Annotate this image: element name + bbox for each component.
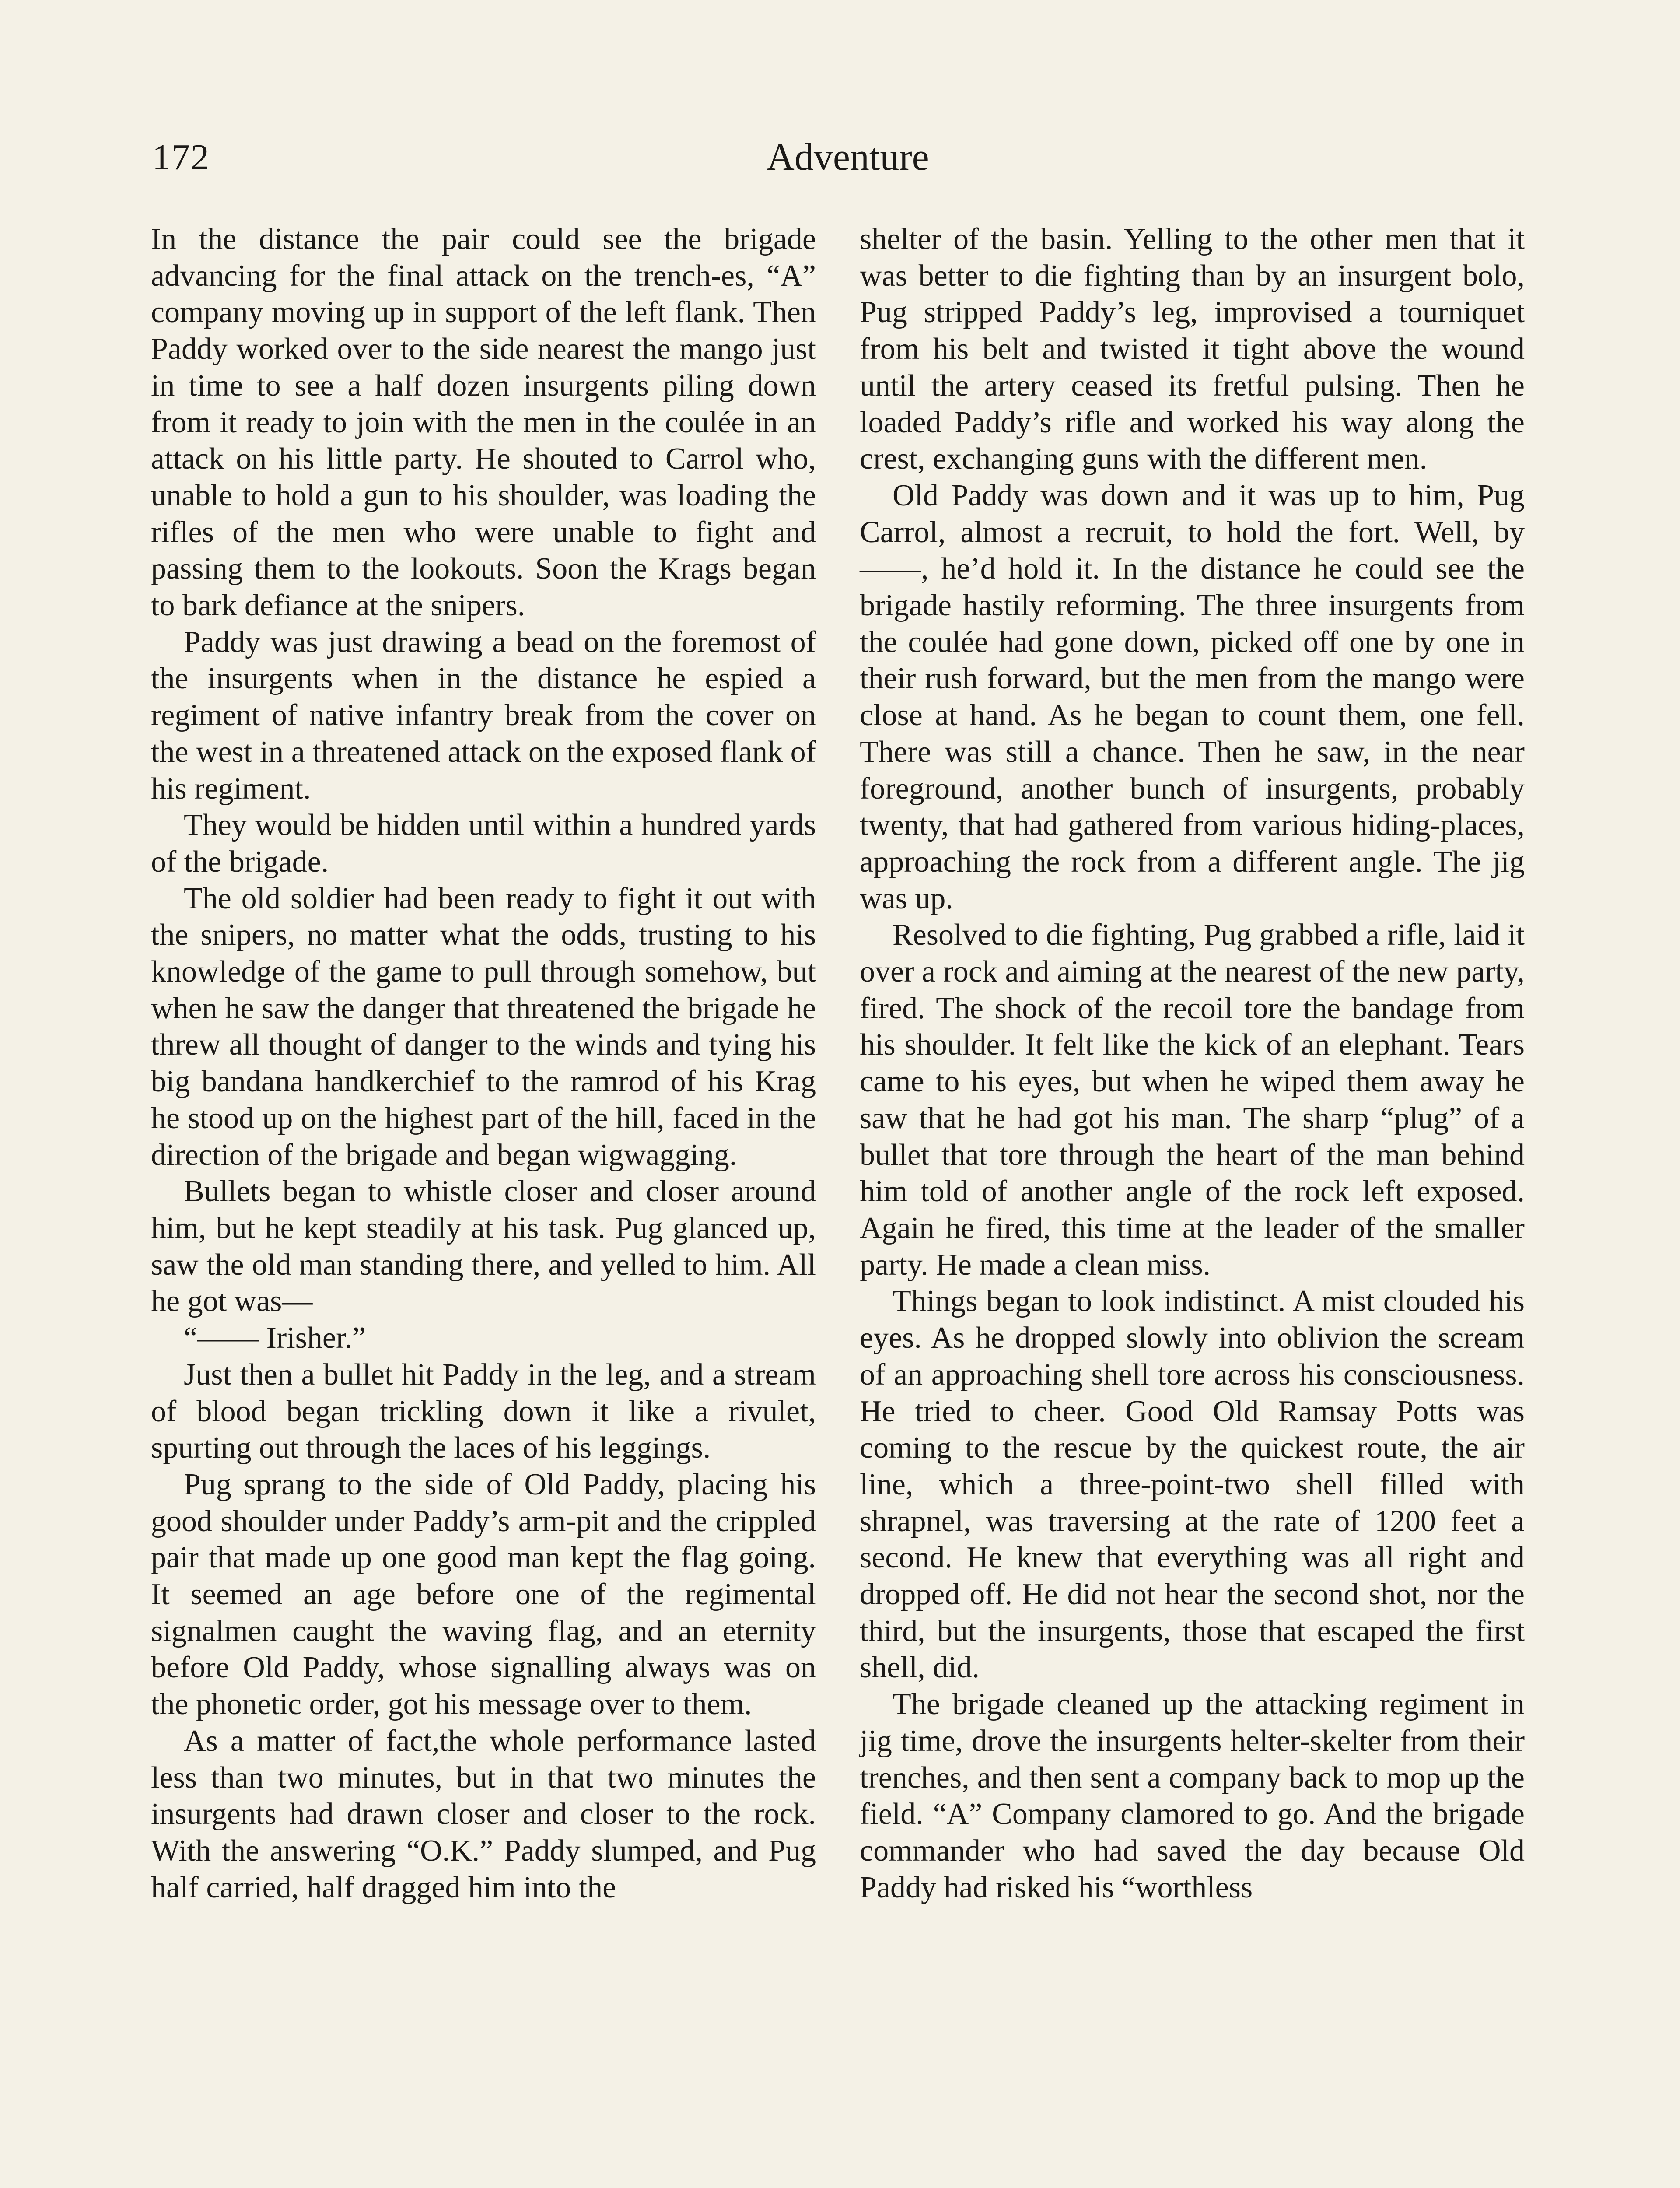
paragraph: Paddy was just drawing a bead on the foremost of the insurgents when in the distance he espied a regiment of native infantry break from the cover on the west in a threatened attack on the exposed flank of his regiment. — [151, 625, 816, 806]
paragraph: In the distance the pair could see the brigade advancing for the final attack on the trench-es, “A” company moving up in support of the left flank. Then Paddy worked over to the side nearest the mango just in time to see a half dozen insurgents piling down from it ready to join with the men in the coulée in an attack on his little party. He shouted to Carrol who, unable to hold a gun to his shoulder, was loading the rifles of the men who were unable to fight and passing them to the lookouts. Soon the Krags began to bark defiance at the snipers. — [151, 222, 816, 623]
paragraph: Things began to look indistinct. A mist clouded his eyes. As he dropped slowly into oblivion the scream of an approaching shell tore across his consciousness. He tried to cheer. Good Old Ramsay Potts was coming to the rescue by the quickest route, the air line, which a three-point-two shell filled with shrapnel, was traversing at the rate of 1200 feet a second. He knew that everything was all right and dropped off. He did not hear the second shot, nor the third, but the insurgents, those that escaped the first shell, did. — [860, 1284, 1525, 1685]
running-head: Adventure — [766, 136, 929, 179]
paragraph: The brigade cleaned up the attacking regiment in jig time, drove the insurgents helter-skelter from their trenches, and then sent a company back to mop up the field. “A” Company clamored to go. And the brigade commander who had saved the day because Old Paddy had risked his “worthless — [860, 1687, 1525, 1904]
paragraph: Bullets began to whistle closer and closer around him, but he kept steadily at his task. Pug glanced up, saw the old man standing there, and yelled to him. All he got was— — [151, 1175, 816, 1318]
paragraph: As a matter of fact,the whole performance lasted less than two minutes, but in that two minutes the insurgents had drawn closer and closer to the rock. With the answering “O.K.” Paddy slumped, and Pug half carried, half dragged him into the — [151, 1724, 816, 1904]
paragraph: The old soldier had been ready to fight it out with the snipers, no matter what the odds, trusting to his knowledge of the game to pull through somehow, but when he saw the danger that threatened the brigade he threw all thought of danger to the winds and tying his big bandana handkerchief to the ramrod of his Krag he stood up on the highest part of the hill, faced in the direction of the brigade and began wigwagging. — [151, 881, 816, 1172]
paragraph: shelter of the basin. Yelling to the other men that it was better to die fighting than by an insurgent bolo, Pug stripped Paddy’s leg, improvised a tourniquet from his belt and twisted it tight above the wound until the artery ceased its fretful pulsing. Then he loaded Paddy’s rifle and worked his way along the crest, exchanging guns with the different men. — [860, 222, 1525, 476]
paragraph: “—— Irisher.” — [184, 1321, 366, 1355]
paragraph: Pug sprang to the side of Old Paddy, placing his good shoulder under Paddy’s arm-pit and the crippled pair that made up one good man kept the flag going. It seemed an age before one of the regimental signalmen caught the waving flag, and an eternity before Old Paddy, whose signalling always was on the phonetic order, got his message over to them. — [151, 1467, 816, 1722]
left-column — [151, 221, 816, 1906]
paragraph: They would be hidden until within a hundred yards of the brigade. — [151, 808, 816, 879]
paragraph: Just then a bullet hit Paddy in the leg, and a stream of blood began trickling down it like a rivulet, spurting out through the laces of his leggings. — [151, 1357, 816, 1465]
page-number: 172 — [152, 137, 210, 178]
page-header — [152, 131, 1544, 184]
paragraph: Old Paddy was down and it was up to him, Pug Carrol, almost a recruit, to hold the fort. Well, by ——, he’d hold it. In the distance he could see the brigade hastily reforming. The three insurgents from the coulée had gone down, picked off one by one in their rush forward, but the men from the mango were close at hand. As he began to count them, one fell. There was still a chance. Then he saw, in the near foreground, another bunch of insurgents, probably twenty, that had gathered from various hiding-places, approaching the rock from a different angle. The jig was up. — [860, 478, 1525, 915]
paragraph: Resolved to die fighting, Pug grabbed a rifle, laid it over a rock and aiming at the nearest of the new party, fired. The shock of the recoil tore the bandage from his shoulder. It felt like the kick of an elephant. Tears came to his eyes, but when he wiped them away he saw that he had got his man. The sharp “plug” of a bullet that tore through the heart of the man behind him told of another angle of the rock left exposed. Again he fired, this time at the leader of the smaller party. He made a clean miss. — [860, 918, 1525, 1282]
right-column — [860, 221, 1525, 1906]
